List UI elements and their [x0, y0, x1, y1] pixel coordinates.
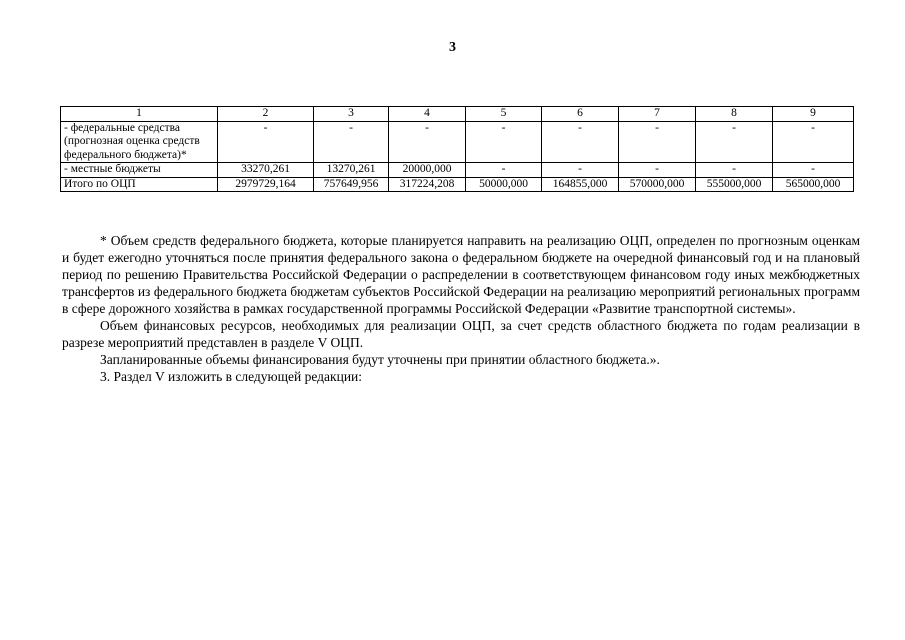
table-cell: 555000,000 [696, 177, 773, 192]
footnote-paragraph: * Объем средств федерального бюджета, которые планируется направить на реализацию ОЦП, определен по прогнозным оценкам и будет ежегодно уточняться после принятия федерального закона о федеральном бюджете на очередной финансовый год и на плановый период по решению Правительства Российской Федерации о распределении в соответствующем финансовом году иных межбюджетных трансфертов из федерального бюджета бюджетам субъектов Российской Федерации на реализацию мероприятий региональных программ в сфере дорожного хозяйства в рамках государственной программы Российской Федерации «Развитие транспортной системы». [62, 233, 860, 316]
table-cell: - [314, 121, 389, 163]
table-cell: - [542, 163, 619, 178]
header-cell: 7 [619, 107, 696, 122]
paragraph: Объем финансовых ресурсов, необходимых для реализации ОЦП, за счет средств областного бюджета по годам реализации в разрезе мероприятий представлен в разделе V ОЦП. [62, 318, 860, 350]
table-row [61, 163, 854, 178]
page-number: 3 [449, 40, 456, 55]
table-cell: - [619, 163, 696, 178]
header-cell: 3 [314, 107, 389, 122]
row-label: - местные бюджеты [61, 163, 218, 178]
table-cell: - [466, 121, 542, 163]
table-header-row [61, 107, 854, 122]
table-row [61, 177, 854, 192]
table-cell: 565000,000 [773, 177, 854, 192]
table-cell: - [773, 121, 854, 163]
table-cell: - [619, 121, 696, 163]
header-cell: 8 [696, 107, 773, 122]
table-cell: 317224,208 [389, 177, 466, 192]
table-cell: - [773, 163, 854, 178]
table-cell: - [466, 163, 542, 178]
header-cell: 1 [61, 107, 218, 122]
header-cell: 6 [542, 107, 619, 122]
header-cell: 2 [218, 107, 314, 122]
table-row [61, 121, 854, 163]
table-cell: 20000,000 [389, 163, 466, 178]
row-label: - федеральные средства (прогнозная оценка средств федерального бюджета)* [61, 121, 218, 163]
header-cell: 4 [389, 107, 466, 122]
table-cell: 164855,000 [542, 177, 619, 192]
body-text [62, 232, 860, 385]
table-cell: 50000,000 [466, 177, 542, 192]
paragraph: Запланированные объемы финансирования будут уточнены при принятии областного бюджета.». [100, 352, 660, 367]
table-cell: 13270,261 [314, 163, 389, 178]
table-cell: 570000,000 [619, 177, 696, 192]
financing-table [60, 106, 854, 192]
table-cell: - [389, 121, 466, 163]
row-label: Итого по ОЦП [61, 177, 218, 192]
table-cell: - [542, 121, 619, 163]
table-cell: - [218, 121, 314, 163]
header-cell: 5 [466, 107, 542, 122]
table-cell: 757649,956 [314, 177, 389, 192]
table-cell: 2979729,164 [218, 177, 314, 192]
paragraph: 3. Раздел V изложить в следующей редакции: [100, 369, 363, 384]
table-cell: - [696, 121, 773, 163]
table-cell: 33270,261 [218, 163, 314, 178]
header-cell: 9 [773, 107, 854, 122]
table-cell: - [696, 163, 773, 178]
